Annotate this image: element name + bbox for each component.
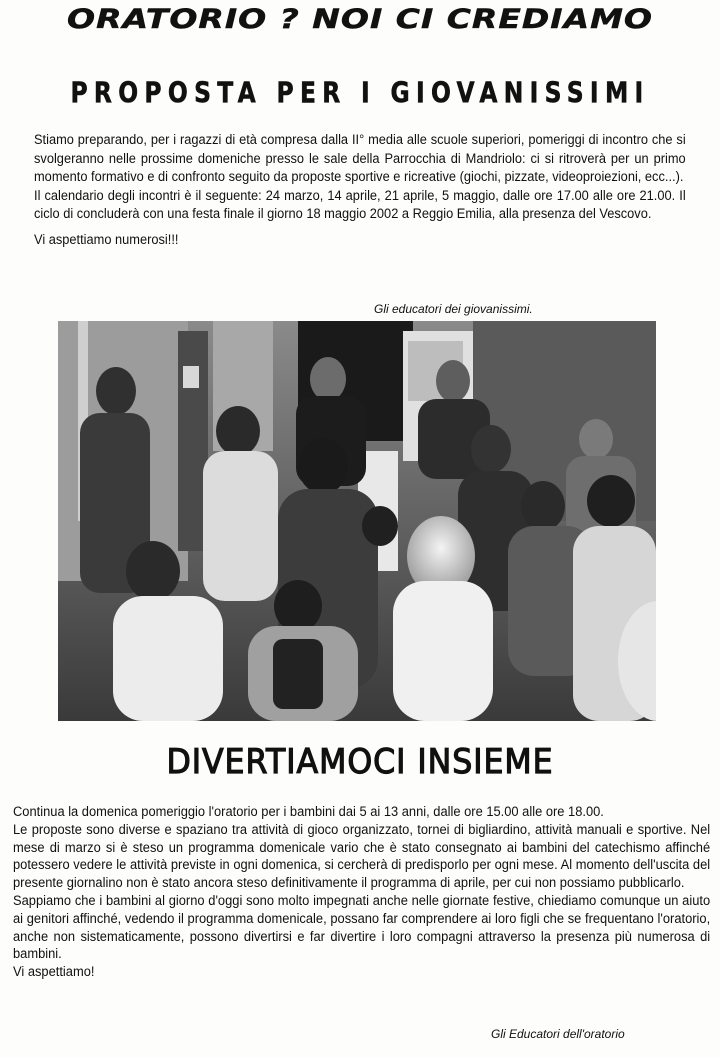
group-photo	[58, 321, 656, 721]
section-heading: DIVERTIAMOCI INSIEME	[166, 742, 554, 782]
section-paragraph: Le proposte sono diverse e spaziano tra attività di gioco organizzato, tornei di bigliardino, attività manuali e sportive. Nel mese di marzo si è steso un programma domenicale vario che è stato consegnato ai bambini del catechismo affinché potessero vedere le attività previste in ogni domenica, si cercherà di predisporlo per ogni mese. Al momento dell'uscita del presente giornalino non è stato ancora steso definitivamente il programma di aprile, per cui non possiamo pubblicarlo.	[13, 821, 711, 891]
section-paragraph: Continua la domenica pomeriggio l'oratorio per i bambini dai 5 ai 13 anni, dalle ore 15.00 alle ore 18.00.	[13, 804, 604, 819]
intro-signature: Gli educatori dei giovanissimi.	[374, 302, 533, 316]
section-subtitle: PROPOSTA PER I GIOVANISSIMI	[70, 77, 650, 111]
group-photo-illustration	[58, 321, 656, 721]
intro-greeting: Vi aspettiamo numerosi!!!	[34, 231, 179, 247]
section-paragraph: Sappiamo che i bambini al giorno d'oggi sono molto impegnati anche nelle giornate festive, chiediamo comunque un aiuto ai genitori affinché, vedendo il programma domenicale, possano far comprendere ai loro figli che se frequentano l'oratorio, anche non sistematicamente, possono divertirsi e far divertire i loro compagni attraverso la presenza più numerosa di bambini.	[13, 892, 711, 962]
section-closing: Vi aspettiamo!	[13, 964, 95, 980]
intro-paragraph: Stiamo preparando, per i ragazzi di età compresa dalla II° media alle scuole superiori, pomeriggi di incontro che si svolgeranno nelle prossime domeniche presso le sale della Parrocchia di Mandriolo: ci si ritroverà per un primo momento formativo e di confronto seguito da proposte sportive e ricreative (giochi, pizzate, videoproiezioni, ecc...).	[34, 132, 686, 185]
section-body	[13, 803, 710, 981]
section-signature: Gli Educatori dell'oratorio	[491, 1027, 625, 1041]
page-title: ORATORIO ? NOI CI CREDIAMO	[67, 2, 653, 35]
intro-text	[34, 131, 686, 250]
intro-paragraph: Il calendario degli incontri è il seguente: 24 marzo, 14 aprile, 21 aprile, 5 maggio, dalle ore 17.00 alle ore 21.00. Il ciclo di concluderà con una festa finale il giorno 18 maggio 2002 a Reggio Emilia, alla presenza del Vescovo.	[34, 187, 686, 222]
